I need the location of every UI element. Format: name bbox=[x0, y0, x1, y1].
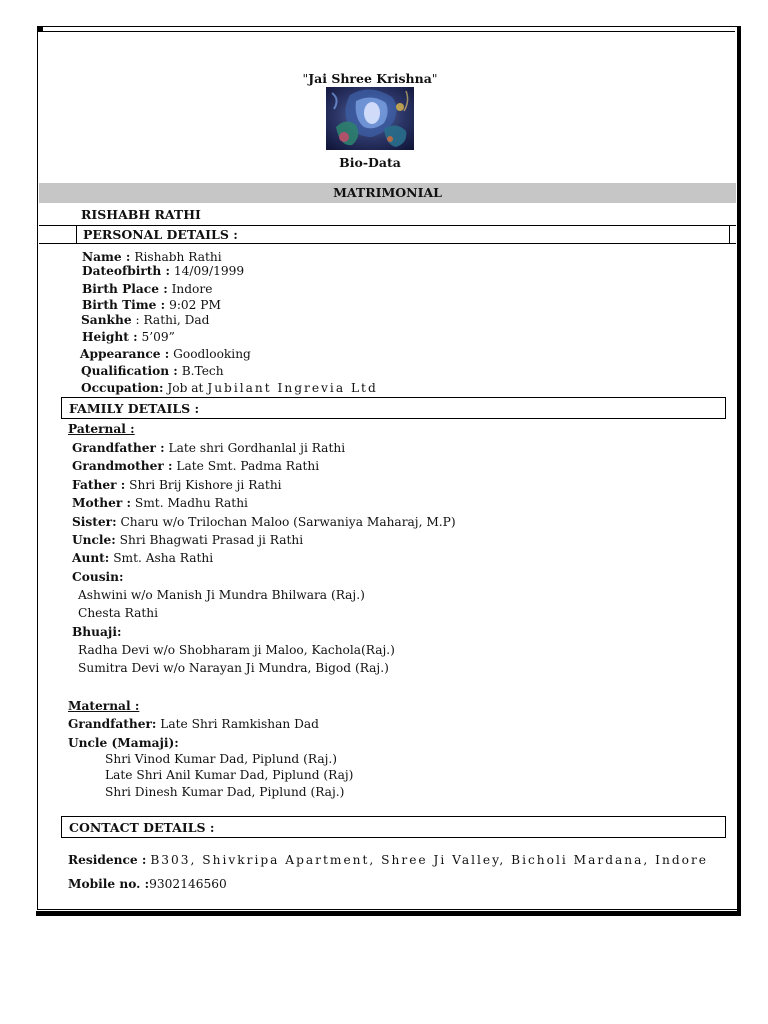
matrimonial-band: MATRIMONIAL bbox=[39, 183, 736, 203]
invocation-line: "Jai Shree Krishna" bbox=[302, 71, 438, 86]
sister: Sister: Charu w/o Trilochan Maloo (Sarwaniya Maharaj, M.P) bbox=[72, 515, 456, 529]
field-qualification: Qualification : B.Tech bbox=[81, 364, 224, 378]
cousin-label: Cousin: bbox=[72, 570, 124, 584]
mamaji-item: Shri Dinesh Kumar Dad, Piplund (Raj.) bbox=[105, 785, 345, 799]
uncle: Uncle: Shri Bhagwati Prasad ji Rathi bbox=[72, 533, 304, 547]
field-birth-time: Birth Time : 9:02 PM bbox=[82, 298, 221, 312]
paternal-grandfather: Grandfather : Late shri Gordhanlal ji Rathi bbox=[72, 441, 346, 455]
contact-details-heading: CONTACT DETAILS : bbox=[69, 820, 215, 835]
cousin-item: Ashwini w/o Manish Ji Mundra Bhilwara (Raj.) bbox=[78, 588, 365, 602]
personal-details-heading: PERSONAL DETAILS : bbox=[83, 227, 238, 242]
aunt: Aunt: Smt. Asha Rathi bbox=[72, 551, 214, 565]
field-appearance: Appearance : Goodlooking bbox=[80, 347, 251, 361]
paternal-heading: Paternal : bbox=[68, 422, 135, 436]
mamaji-item: Late Shri Anil Kumar Dad, Piplund (Raj) bbox=[105, 768, 354, 782]
maternal-grandfather: Grandfather: Late Shri Ramkishan Dad bbox=[68, 717, 319, 731]
mamaji-item: Shri Vinod Kumar Dad, Piplund (Raj.) bbox=[105, 752, 337, 766]
field-dob: Dateofbirth : 14/09/1999 bbox=[82, 264, 245, 278]
border-shadow-bottom bbox=[36, 911, 741, 916]
invocation-text: Jai Shree Krishna bbox=[308, 71, 432, 86]
personal-details-header bbox=[39, 225, 736, 244]
cousin-item: Chesta Rathi bbox=[78, 606, 159, 620]
candidate-name: RISHABH RATHI bbox=[81, 207, 201, 222]
mamaji-label: Uncle (Mamaji): bbox=[68, 736, 179, 750]
field-sankhe: Sankhe : Rathi, Dad bbox=[81, 313, 210, 327]
contact-details-header bbox=[61, 816, 726, 838]
bhuaji-label: Bhuaji: bbox=[72, 625, 122, 639]
bhuaji-item: Radha Devi w/o Shobharam ji Maloo, Kachola(Raj.) bbox=[78, 643, 395, 657]
maternal-heading: Maternal : bbox=[68, 699, 140, 713]
father: Father : Shri Brij Kishore ji Rathi bbox=[72, 478, 282, 492]
bhuaji-item: Sumitra Devi w/o Narayan Ji Mundra, Bigod (Raj.) bbox=[78, 661, 389, 675]
mobile-number: Mobile no. :9302146560 bbox=[68, 877, 227, 891]
field-occupation: Occupation: Job at Jubilant Ingrevia Ltd bbox=[81, 381, 378, 395]
field-name: Name : Rishabh Rathi bbox=[82, 250, 222, 264]
biodata-title: Bio-Data bbox=[339, 155, 401, 170]
residence: Residence : B303, Shivkripa Apartment, Shree Ji Valley, Bicholi Mardana, Indore bbox=[68, 853, 708, 867]
field-birth-place: Birth Place : Indore bbox=[82, 282, 213, 296]
paternal-grandmother: Grandmother : Late Smt. Padma Rathi bbox=[72, 459, 320, 473]
family-details-heading: FAMILY DETAILS : bbox=[69, 401, 200, 416]
family-details-header bbox=[61, 397, 726, 419]
field-height: Height : 5’09” bbox=[82, 330, 175, 344]
mother: Mother : Smt. Madhu Rathi bbox=[72, 496, 248, 510]
lord-krishna-image bbox=[326, 87, 414, 150]
border-corner bbox=[37, 26, 43, 31]
